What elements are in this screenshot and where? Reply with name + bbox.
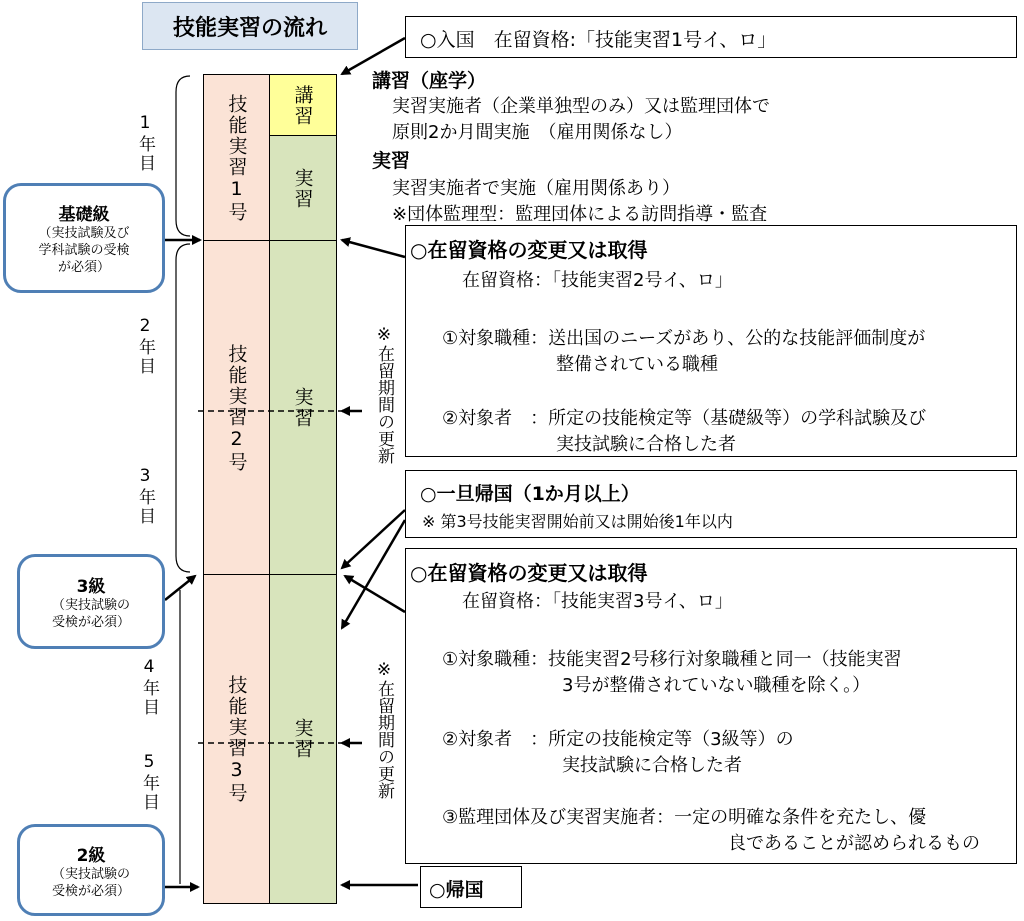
change2-box: [405, 225, 1017, 457]
koshu-desc-line3: 実習実施者で実施（雇用関係あり）: [392, 178, 680, 199]
page-title: 技能実習の流れ: [142, 2, 358, 50]
change2-item1b: 整備されている職種: [556, 354, 718, 375]
koshu-desc-line2: 原則2か月間実施 （雇用関係なし）: [392, 122, 683, 143]
change2-item2b: 実技試験に合格した者: [556, 434, 736, 455]
change2-item1a: ①対象職種：送出国のニーズがあり、公的な技能評価制度が: [442, 328, 926, 349]
change3-box: [405, 548, 1017, 864]
change2-item2a: ②対象者 ：所定の技能検定等（基礎級等）の学科試験及び: [442, 408, 927, 429]
brace-year1: [176, 76, 190, 236]
level-san-note1: （実技試験の: [51, 598, 130, 613]
year-2-label: 2年目: [135, 316, 155, 376]
change3-head: ○在留資格の変更又は取得: [410, 561, 648, 585]
year-5-label: 5年目: [139, 752, 159, 812]
arrow-change2: [342, 240, 405, 257]
jisshu3-label: 技能実習3号: [225, 674, 248, 804]
koshu-desc-line4: ※団体監理型：監理団体による訪問指導・監査: [392, 204, 768, 225]
level-ni-name: 2級: [76, 845, 106, 866]
level-kiso-box: [3, 183, 165, 293]
change2-status: 在留資格：「技能実習2号イ、ロ」: [462, 270, 733, 291]
jisshu-desc-head: 実習: [372, 150, 411, 172]
koshu-desc-line1: 実習実施者（企業単独型のみ）又は監理団体で: [392, 96, 770, 117]
level-kiso-name: 基礎級: [58, 205, 110, 225]
arrow-kikoku1-a: [342, 510, 405, 568]
renewal-note-2: ※在留期間の更新: [374, 325, 394, 464]
kikoku1-box: [405, 470, 1017, 538]
entry-text: ○入国 在留資格:「技能実習1号イ、ロ」: [420, 29, 777, 51]
level-ni-note2: 受検が必須）: [51, 883, 130, 899]
change3-item2a: ②対象者 ：所定の技能検定等（3級等）の: [442, 729, 794, 750]
change3-item2b: 実技試験に合格した者: [562, 755, 742, 776]
change2-head: ○在留資格の変更又は取得: [410, 238, 648, 262]
koshu-label: 講習: [291, 84, 314, 127]
level-ni-note1: （実技試験の: [51, 866, 130, 882]
kikoku2-box: [420, 866, 522, 908]
level-san-box: [17, 554, 165, 649]
jisshu1-label: 技能実習1号: [225, 93, 248, 223]
arrow-kikoku1-b: [342, 520, 405, 628]
kikoku1-note: ※ 第3号技能実習開始前又は開始後1年以内: [422, 512, 733, 531]
kikoku1-head: ○一旦帰国（1か月以上）: [420, 483, 640, 505]
change3-item3a: ③監理団体及び実習実施者：一定の明確な条件を充たし、優: [442, 807, 927, 828]
koshu-desc-head: 講習（座学）: [372, 70, 487, 92]
level-ni-box: [17, 824, 165, 916]
change3-item1b: 3号が整備されていない職種を除く。）: [562, 675, 871, 696]
level-kiso-note1: （実技試験及び: [38, 226, 130, 241]
year-4-label: 4年目: [139, 657, 159, 717]
change3-status: 在留資格：「技能実習3号イ、ロ」: [462, 591, 733, 612]
level-kiso-note2: 学科試験の受検: [38, 243, 130, 258]
change3-item1a: ①対象職種：技能実習2号移行対象職種と同一（技能実習: [442, 649, 902, 670]
renewal-note-3: ※在留期間の更新: [374, 660, 394, 799]
kikoku2-text: ○帰国: [429, 879, 484, 901]
jisshu3-green-label: 実習: [291, 718, 314, 760]
year-1-label: 1年目: [135, 113, 155, 173]
jisshu1-green-label: 実習: [291, 167, 314, 210]
jisshu2-label: 技能実習2号: [225, 343, 248, 473]
brace-year23: [176, 244, 190, 572]
level-san-name: 3級: [76, 577, 106, 597]
year-3-label: 3年目: [135, 466, 155, 526]
jisshu2-green-label: 実習: [291, 387, 314, 429]
level-kiso-note3: が必須）: [57, 260, 110, 275]
change3-item3b: 良であることが認められるもの: [728, 833, 980, 854]
level-san-note2: 受検が必須）: [51, 615, 130, 630]
entry-box: [405, 16, 1017, 58]
